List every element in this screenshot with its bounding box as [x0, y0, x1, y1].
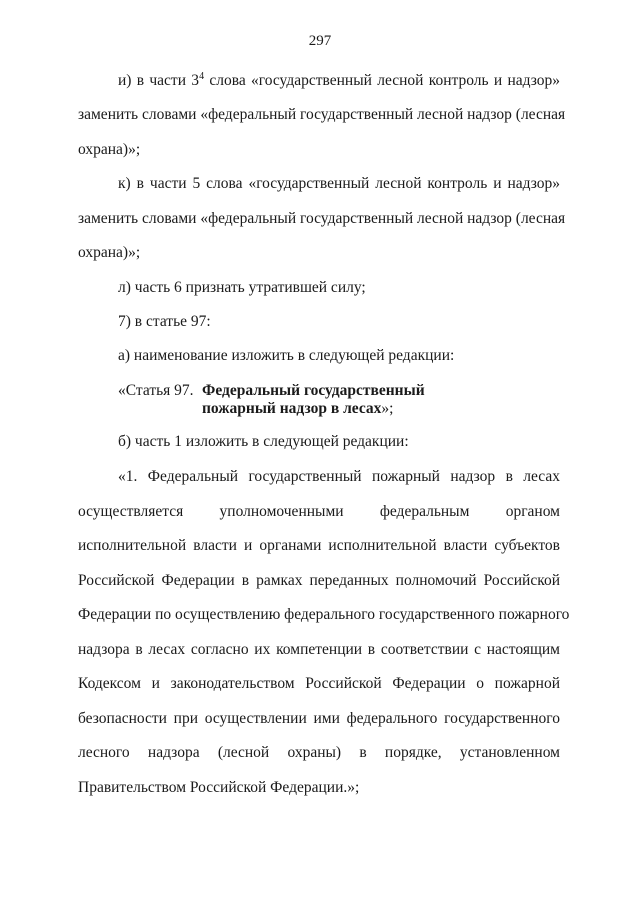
para-7: 7) в статье 97:	[118, 313, 211, 330]
para-k-line-2: заменить словами «федеральный государственный лесной надзор (лесная	[78, 210, 566, 227]
quote-line-3: исполнительной власти и органами исполнительной власти субъектов	[78, 537, 560, 554]
quote-line-2: осуществляется уполномоченными федеральным органом	[78, 503, 560, 520]
para-i-line-2: заменить словами «федеральный государственный лесной надзор (лесная	[78, 106, 566, 123]
para-i-line-1: и) в части $3^4$ слова «государственный лесной контроль и надзор»	[118, 70, 561, 89]
para-a: а) наименование изложить в следующей редакции:	[118, 347, 455, 364]
quote-line-8: безопасности при осуществлении ими федерального государственного	[78, 710, 560, 727]
article-heading-title-line-2: пожарный надзор в лесах»;	[202, 400, 394, 417]
article-heading-title-line-1: Федеральный государственный	[202, 382, 425, 399]
quote-line-5: Федерации по осуществлению федерального государственного пожарного	[78, 606, 570, 623]
para-l: л) часть 6 признать утратившей силу;	[118, 279, 366, 296]
quote-line-7: Кодексом и законодательством Российской Федерации о пожарной	[78, 675, 560, 692]
para-b: б) часть 1 изложить в следующей редакции:	[118, 433, 409, 450]
article-heading-prefix: «Статья 97.	[118, 382, 194, 399]
para-i-line-3: охрана)»;	[78, 141, 141, 158]
para-k-line-3: охрана)»;	[78, 244, 141, 261]
quote-line-9: лесного надзора (лесной охраны) в порядке, установленном	[78, 744, 560, 761]
page-number: 297	[308, 33, 332, 49]
quote-line-10: Правительством Российской Федерации.»;	[78, 779, 360, 796]
quote-line-1: «1. Федеральный государственный пожарный надзор в лесах	[118, 468, 560, 485]
quote-line-4: Российской Федерации в рамках переданных полномочий Российской	[78, 572, 560, 589]
quote-line-6: надзора в лесах согласно их компетенции в соответствии с настоящим	[78, 641, 560, 658]
para-k-line-1: к) в части 5 слова «государственный лесной контроль и надзор»	[118, 175, 560, 192]
